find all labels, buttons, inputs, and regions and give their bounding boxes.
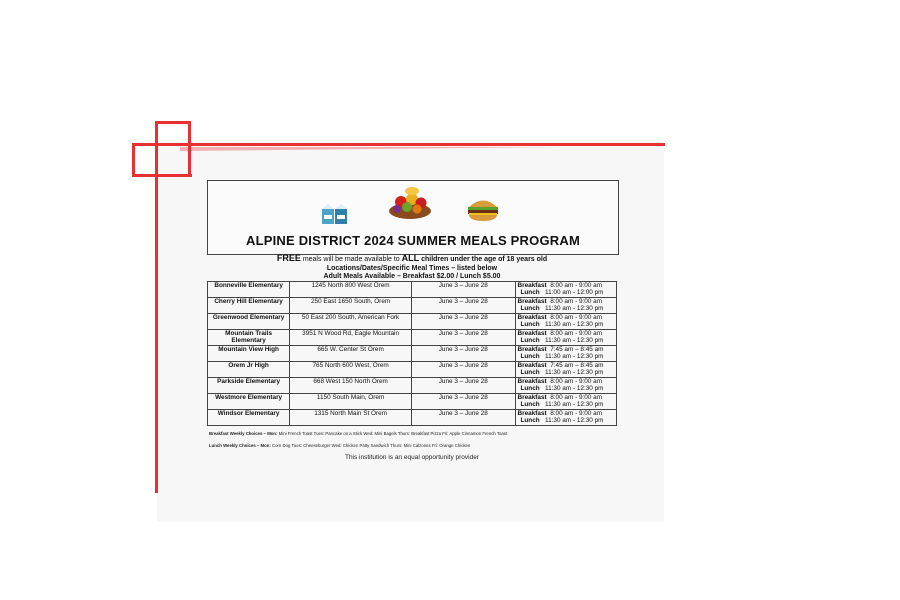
breakfast-line	[518, 282, 603, 289]
school-name: Cherry Hill Elementary	[208, 298, 290, 314]
school-name: Orem Jr High	[208, 362, 290, 378]
table-row	[208, 330, 617, 346]
meal-times	[515, 362, 617, 378]
lunch-label: Lunch	[520, 353, 540, 361]
lunch-line	[518, 353, 615, 360]
table-row	[208, 298, 617, 314]
breakfast-time: 7:45 am – 8:45 am	[550, 362, 604, 369]
breakfast-line	[518, 346, 604, 353]
meal-times	[515, 298, 617, 314]
lunch-label: Lunch	[520, 417, 540, 425]
milk-carton-icon	[321, 203, 349, 225]
meal-times	[515, 314, 617, 330]
lunch-label: Lunch	[520, 305, 540, 313]
lunch-line	[518, 369, 615, 376]
school-address: 250 East 1650 South, Orem	[290, 298, 412, 314]
program-title: ALPINE DISTRICT 2024 SUMMER MEALS PROGRAM	[246, 233, 580, 248]
lunch-label: Lunch	[520, 369, 540, 377]
program-dates: June 3 – June 28	[411, 298, 515, 314]
intro-end: children under the age of 18 years old	[419, 256, 548, 263]
school-name: Windsor Elementary	[208, 410, 290, 426]
school-address: 3951 N Wood Rd, Eagle Mountain	[290, 330, 412, 346]
table-row	[208, 362, 617, 378]
breakfast-line	[518, 298, 603, 305]
program-dates: June 3 – June 28	[411, 362, 515, 378]
lunch-label: Lunch	[520, 289, 540, 297]
table-row	[208, 282, 617, 298]
breakfast-label: Breakfast	[517, 394, 547, 401]
free-word: FREE	[276, 253, 301, 263]
program-dates: June 3 – June 28	[411, 394, 515, 410]
breakfast-choices-text: Mini French Toast Tues: Pancake on a Stick Wed: Mini Bagels Thurs: Breakfast Pizza Fri: Apple Cinnamon French Toast	[277, 431, 508, 436]
program-dates: June 3 – June 28	[411, 410, 515, 426]
breakfast-time: 8:00 am - 9:00 am	[550, 298, 603, 305]
meal-times	[515, 346, 617, 362]
breakfast-time: 8:00 am - 9:00 am	[550, 282, 603, 289]
breakfast-label: Breakfast	[517, 298, 547, 305]
meal-sites-table	[207, 281, 617, 426]
lunch-label: Lunch	[520, 321, 540, 329]
intro-mid: meals will be made available to	[300, 256, 402, 263]
school-address: 1245 North 800 West Orem	[290, 282, 412, 298]
breakfast-label: Breakfast	[517, 314, 547, 321]
school-name: Mountain View High	[208, 346, 290, 362]
breakfast-label: Breakfast	[517, 410, 547, 417]
breakfast-weekly-choices	[209, 431, 507, 436]
breakfast-label: Breakfast	[517, 330, 547, 337]
intro-line-3: Adult Meals Available – Breakfast $2.00 / Lunch $5.00	[323, 273, 501, 280]
school-name: Parkside Elementary	[208, 378, 290, 394]
program-dates: June 3 – June 28	[411, 314, 515, 330]
lunch-weekly-choices	[209, 443, 470, 448]
school-address: 765 North 600 West, Orem	[290, 362, 412, 378]
intro-line-1	[207, 254, 617, 265]
breakfast-line	[518, 394, 603, 401]
lunch-choices-text: Corn Dog Tues: Cheeseburger Wed: Chicken Patty Sandwich Thurs: Mini Calzones Fri: Orange Chicken	[270, 443, 471, 448]
table-row	[208, 410, 617, 426]
table-row	[208, 394, 617, 410]
program-dates: June 3 – June 28	[411, 330, 515, 346]
table-row	[208, 378, 617, 394]
lunch-line	[518, 337, 615, 344]
lunch-label: Lunch	[520, 385, 540, 393]
lunch-time: 11:30 am - 12:30 pm	[545, 385, 604, 393]
lunch-line	[518, 321, 615, 328]
school-address: 1150 South Main, Orem	[290, 394, 412, 410]
program-dates: June 3 – June 28	[411, 378, 515, 394]
breakfast-time: 8:00 am - 9:00 am	[550, 394, 603, 401]
equal-opportunity-statement: This institution is an equal opportunity provider	[344, 454, 480, 461]
school-name: Westmore Elementary	[208, 394, 290, 410]
breakfast-label: Breakfast	[517, 346, 547, 353]
lunch-label: Lunch	[520, 337, 540, 345]
fruit-basket-icon	[387, 184, 433, 220]
breakfast-line	[518, 410, 603, 417]
breakfast-line	[518, 330, 603, 337]
program-dates: June 3 – June 28	[411, 282, 515, 298]
hamburger-icon	[466, 196, 500, 222]
lunch-time: 11:30 am - 12:30 pm	[545, 417, 604, 425]
school-address: 665 W. Center St Orem	[290, 346, 412, 362]
breakfast-choices-label: Breakfast Weekly Choices – Mon:	[209, 431, 278, 436]
breakfast-line	[518, 314, 603, 321]
lunch-line	[518, 417, 615, 424]
breakfast-time: 8:00 am - 9:00 am	[550, 330, 603, 337]
lunch-line	[518, 401, 615, 408]
school-address: 1315 North Main St Orem	[290, 410, 412, 426]
intro-text	[207, 254, 617, 282]
lunch-time: 11:30 am - 12:30 pm	[545, 353, 604, 361]
lunch-label: Lunch	[520, 401, 540, 409]
breakfast-line	[518, 378, 603, 385]
breakfast-label: Breakfast	[517, 282, 547, 289]
breakfast-time: 8:00 am - 9:00 am	[550, 314, 603, 321]
breakfast-line	[518, 362, 604, 369]
intro-line-2: Locations/Dates/Specific Meal Times – listed below	[326, 264, 498, 272]
breakfast-label: Breakfast	[517, 362, 547, 369]
table-row	[208, 346, 617, 362]
meal-times	[515, 282, 617, 298]
school-name: Mountain Trails Elementary	[208, 330, 290, 346]
lunch-choices-label: Lunch Weekly Choices – Mon:	[209, 443, 271, 448]
lunch-time: 11:30 am - 12:30 pm	[545, 369, 604, 377]
meal-times	[515, 394, 617, 410]
lunch-line	[518, 385, 615, 392]
program-dates: June 3 – June 28	[411, 346, 515, 362]
school-name: Greenwood Elementary	[208, 314, 290, 330]
school-name: Bonneville Elementary	[208, 282, 290, 298]
lunch-line	[518, 305, 615, 312]
school-address: 50 East 200 South, American Fork	[290, 314, 412, 330]
breakfast-time: 7:45 am – 8:45 am	[550, 346, 604, 353]
breakfast-time: 8:00 am - 9:00 am	[550, 378, 603, 385]
lunch-time: 11:30 am - 12:30 pm	[545, 305, 604, 313]
breakfast-label: Breakfast	[517, 378, 547, 385]
meal-times	[515, 410, 617, 426]
school-address: 668 West 150 North Orem	[290, 378, 412, 394]
header-box	[207, 180, 619, 255]
all-word: ALL	[401, 253, 420, 263]
lunch-time: 11:00 am - 12:00 pm	[545, 289, 604, 297]
lunch-line	[518, 289, 615, 296]
table-row	[208, 314, 617, 330]
breakfast-time: 8:00 am - 9:00 am	[550, 410, 603, 417]
lunch-time: 11:30 am - 12:30 pm	[545, 401, 604, 409]
meal-times	[515, 330, 617, 346]
lunch-time: 11:30 am - 12:30 pm	[545, 337, 604, 345]
lunch-time: 11:30 am - 12:30 pm	[545, 321, 604, 329]
meal-times	[515, 378, 617, 394]
